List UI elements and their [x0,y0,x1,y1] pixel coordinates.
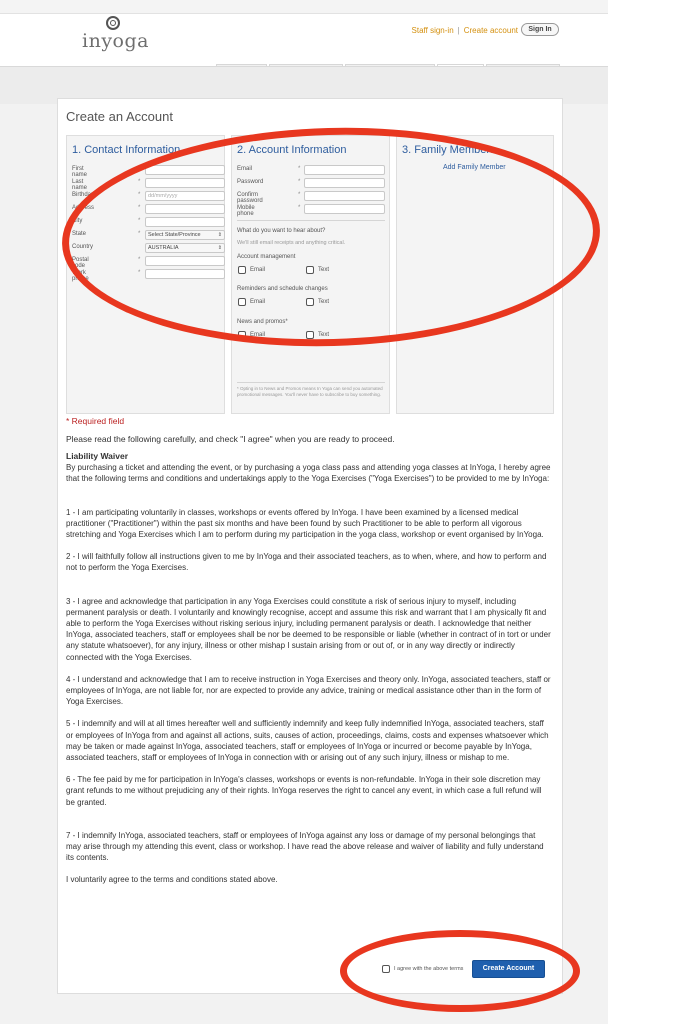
waiver-paragraph: I voluntarily agree to the terms and conditions stated above. [66,875,278,885]
divider [237,382,385,383]
field-label: Password [237,179,264,185]
state-select-value: Select State/Province [148,232,201,238]
create-account-button[interactable]: Create Account [472,960,545,978]
read-carefully-text: Please read the following carefully, and check "I agree" when you are ready to proceed. [66,434,395,444]
required-mark: * [138,205,141,211]
annotation-ellipse-submit [340,930,580,1012]
required-field-note: * Required field [66,416,125,426]
country-select-value: AUSTRALIA [148,245,179,251]
required-mark: * [298,166,301,172]
field-label: Country [72,244,94,250]
hear-about-question: What do you want to hear about? [237,228,326,234]
account-heading: 2. Account Information [237,144,347,156]
required-mark: * [138,257,141,263]
required-mark: * [138,231,141,237]
field-label: Last name [72,179,88,191]
top-links [412,26,518,35]
checkbox-label: Email [250,299,266,305]
birthday-input[interactable]: dd/mm/yyyy [145,191,225,201]
chevron-updown-icon: ⇕ [217,232,222,238]
waiver-title: Liability Waiver [66,451,129,461]
waiver-paragraph: 5 - I indemnify and will at all times hereafter well and sufficiently indemnify and keep fully indemnified InYoga, associated teachers, staff or employees of InYoga from and against all actions, suits, causes of action, proceedings, claims, costs and expenses whatsoever which may be taken or made against InYoga, associated teachers, staff or employees of InYoga or incurred or become payable by InYoga, associated teachers, staff or employees of InYoga in connection with or arising out of any such injury, illness or mishap to me. [66,719,549,763]
group-title: Account management [237,254,296,260]
waiver-paragraph: By purchasing a ticket and attending the event, or by purchasing a yoga class pass and attending yoga classes at InYoga, I hereby agree that the following terms and conditions and undertakings apply to the Yoga Exercises ("Yoga Exercises") to be provided to me by InYoga: [66,463,551,484]
field-label: Birthday [72,192,95,198]
waiver-paragraph: 4 - I understand and acknowledge that I am to receive instruction in Yoga Exercises and theory only. InYoga, associated teachers, staff or employees of InYoga, are not liable for, nor are expected to provide any advice, training or medical assistance other than in the form of Yoga Exercises. [66,674,551,707]
waiver-paragraph: 1 - I am participating voluntarily in classes, workshops or events offered by InYoga. I have been examined by a licensed medical practitioner ("Practitioner") within the past six months and have been found by such Practitioner to be able to perform all vigorous stretching and Yoga Exercises which I am to perform during my participation in the yoga class, workshop or event organised by InYoga. [66,507,544,540]
field-label: First name [72,166,88,178]
field-label: City [72,218,83,224]
group-title: News and promos* [237,319,288,325]
spiral-icon [106,16,120,30]
required-mark: * [138,166,141,172]
required-mark: * [138,192,141,198]
link-separator: | [457,26,460,35]
logo-text: inyoga [82,30,149,52]
inyoga-logo[interactable] [80,16,150,64]
waiver-paragraph: 3 - I agree and acknowledge that participation in any Yoga Exercises could constitute a risk of serious injury to myself, including permanent paralysis or death. I voluntarily and knowingly recognise, accept and assume this risk and warrant that I am physically fit and able to perform the Yoga Exercises without risking serious injury, including permanent paralysis or death. I acknowledge that neither InYoga, associated teachers, staff or employees shall be nor be deemed to be responsible or liable (whether in contract of in tort or under any statute whatsoever), for any injury, illness or other mishap I sustain arising from or out of, or in any way directly or indirectly connected with the Yoga Exercises. [66,596,551,662]
chevron-updown-icon: ⇕ [217,245,222,251]
waiver-paragraph: 7 - I indemnify InYoga, associated teachers, staff or employees of InYoga against any loss or damage of my personal belongings that may arise through my attending this event, class or workshop. I have read the above release and waiver of liability and fully understand its contents. [66,830,544,863]
checkbox-label: Email [250,332,266,338]
checkbox-label: Text [318,299,330,305]
field-label: Mobile phone [237,205,255,217]
group-title: Reminders and schedule changes [237,286,328,292]
required-mark: * [138,270,141,276]
checkbox-label: Email [250,267,266,273]
checkbox-label: Text [318,267,330,273]
sign-in-button[interactable]: Sign In [521,23,559,36]
staff-signin-link[interactable]: Staff sign-in [411,26,454,35]
required-mark: * [138,218,141,224]
field-label: State [72,231,87,237]
field-label: Email [237,166,253,172]
liability-waiver [66,451,552,897]
waiver-paragraph: 2 - I will faithfully follow all instructions given to me by InYoga and their associated teachers, as to when, where, and how to perform and not to perform the Yoga Exercises. [66,552,547,573]
contact-heading: 1. Contact Information [72,144,181,156]
hear-about-hint: We'll still email receipts and anything critical. [237,240,346,246]
waiver-paragraph: 6 - The fee paid by me for participation in InYoga's classes, workshops or events is non-refundable. InYoga in their sole discretion may grant refunds to me without prejudicing any of their rights. InYoga reserves the right to cancel any event, in which case a full refund will be granted. [66,775,542,807]
field-label: Confirm password [237,192,263,204]
required-mark: * [298,192,301,198]
create-account-link[interactable]: Create account [463,26,518,35]
required-mark: * [138,179,141,185]
required-mark: * [298,205,301,211]
field-label: Postal code [72,257,89,269]
family-heading: 3. Family Members [402,144,496,156]
checkbox-label: Text [318,332,330,338]
opt-in-fine-print: * Opting in to News and Promos means In Yoga can send you automated promotional messages. You'll never have to subscribe to buy something. [237,386,383,397]
top-strip [0,0,608,14]
agree-terms-label: I agree with the above terms [394,966,464,972]
page-title: Create an Account [66,109,173,124]
site-header [0,14,608,66]
add-family-member-link[interactable]: Add Family Member [443,164,506,171]
field-label: Address [72,205,95,211]
required-mark: * [298,179,301,185]
field-label: Work phone [72,270,89,282]
